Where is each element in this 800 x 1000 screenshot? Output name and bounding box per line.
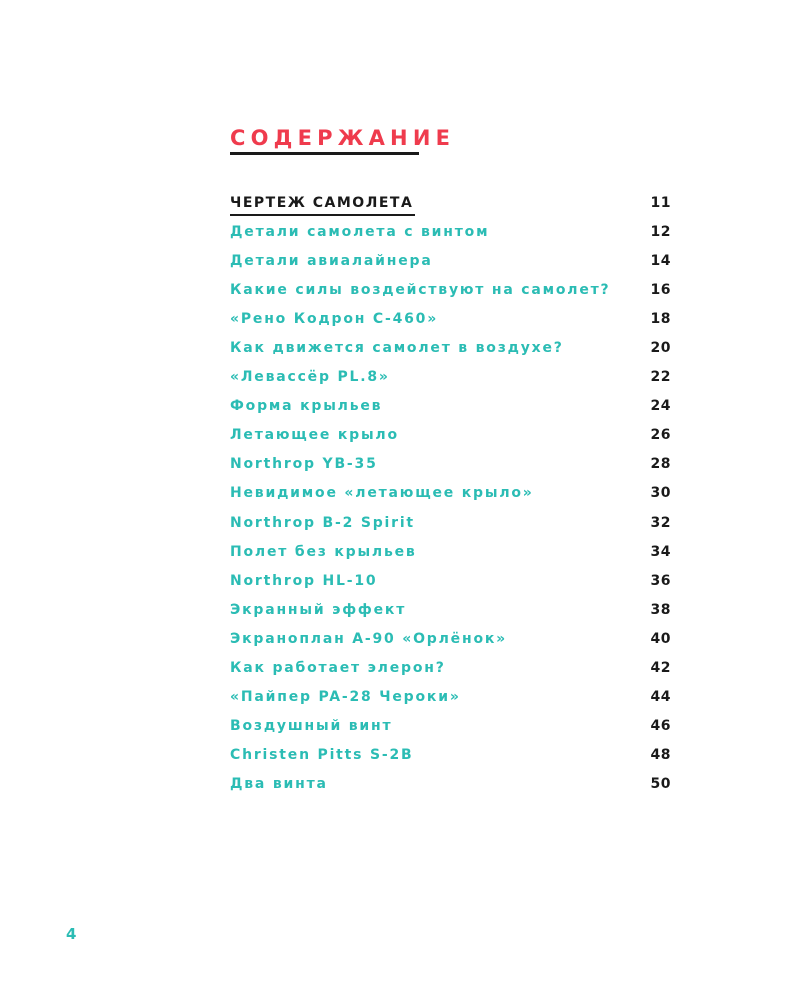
toc-item-label: Какие силы воздействуют на самолет? xyxy=(230,281,611,298)
toc-item-page: 18 xyxy=(650,310,671,327)
toc-item[interactable] xyxy=(230,624,671,653)
toc-item-page: 11 xyxy=(650,194,671,211)
toc-item-label: «Левассёр PL.8» xyxy=(230,369,390,386)
toc-item[interactable] xyxy=(230,595,671,624)
toc-item[interactable] xyxy=(230,770,671,799)
toc-item[interactable] xyxy=(230,421,671,450)
toc-item[interactable] xyxy=(230,508,671,537)
toc-item-label: «Рено Кодрон С-460» xyxy=(230,310,439,327)
toc-item-label: Christen Pitts S-2B xyxy=(230,747,414,764)
table-of-contents xyxy=(230,188,671,799)
toc-item[interactable] xyxy=(230,333,671,362)
toc-item-label: Невидимое «летающее крыло» xyxy=(230,485,534,502)
toc-item-page: 14 xyxy=(650,252,671,269)
page-title: СОДЕРЖАНИЕ xyxy=(230,126,456,150)
toc-item-page: 36 xyxy=(650,572,671,589)
page-number: 4 xyxy=(66,925,77,943)
toc-item-page: 34 xyxy=(650,543,671,560)
toc-item-label: Полет без крыльев xyxy=(230,543,417,560)
toc-item[interactable] xyxy=(230,363,671,392)
toc-item-page: 24 xyxy=(650,398,671,415)
toc-item[interactable] xyxy=(230,217,671,246)
toc-item[interactable] xyxy=(230,712,671,741)
toc-item-page: 22 xyxy=(650,369,671,386)
toc-item-page: 38 xyxy=(650,601,671,618)
toc-item-page: 48 xyxy=(650,747,671,764)
toc-item[interactable] xyxy=(230,654,671,683)
toc-item[interactable] xyxy=(230,275,671,304)
title-underline xyxy=(230,152,419,155)
toc-item[interactable] xyxy=(230,392,671,421)
toc-item[interactable] xyxy=(230,479,671,508)
toc-item-label: Летающее крыло xyxy=(230,427,399,444)
toc-item-label: Форма крыльев xyxy=(230,398,383,415)
toc-item-page: 40 xyxy=(650,630,671,647)
toc-item[interactable] xyxy=(230,566,671,595)
toc-item-page: 20 xyxy=(650,340,671,357)
toc-item[interactable] xyxy=(230,537,671,566)
toc-item-label: Детали авиалайнера xyxy=(230,252,433,269)
toc-item-page: 44 xyxy=(650,689,671,706)
toc-item-label: «Пайпер PA-28 Чероки» xyxy=(230,689,461,706)
toc-item-page: 46 xyxy=(650,718,671,735)
toc-item-page: 42 xyxy=(650,660,671,677)
toc-item-label: Northrop B-2 Spirit xyxy=(230,514,415,531)
toc-item-page: 26 xyxy=(650,427,671,444)
toc-item-label: Экраноплан А-90 «Орлёнок» xyxy=(230,630,508,647)
toc-item-page: 50 xyxy=(650,776,671,793)
toc-item-label: Экранный эффект xyxy=(230,601,407,618)
toc-item-label: Два винта xyxy=(230,776,328,793)
toc-item-label: Northrop YB-35 xyxy=(230,456,378,473)
toc-item-page: 32 xyxy=(650,514,671,531)
toc-item-section[interactable] xyxy=(230,188,671,217)
toc-item-label: Воздушный винт xyxy=(230,718,393,735)
toc-item-page: 28 xyxy=(650,456,671,473)
toc-item[interactable] xyxy=(230,683,671,712)
toc-item[interactable] xyxy=(230,741,671,770)
toc-item-page: 30 xyxy=(650,485,671,502)
toc-item-label: Как движется самолет в воздухе? xyxy=(230,340,564,357)
toc-item-label: ЧЕРТЕЖ САМОЛЕТА xyxy=(230,194,414,211)
toc-item[interactable] xyxy=(230,450,671,479)
toc-item-page: 12 xyxy=(650,223,671,240)
toc-item-label: Детали самолета с винтом xyxy=(230,223,490,240)
toc-item[interactable] xyxy=(230,246,671,275)
toc-item-label: Northrop HL-10 xyxy=(230,572,378,589)
toc-item-label: Как работает элерон? xyxy=(230,660,446,677)
toc-item-page: 16 xyxy=(650,281,671,298)
toc-item[interactable] xyxy=(230,304,671,333)
